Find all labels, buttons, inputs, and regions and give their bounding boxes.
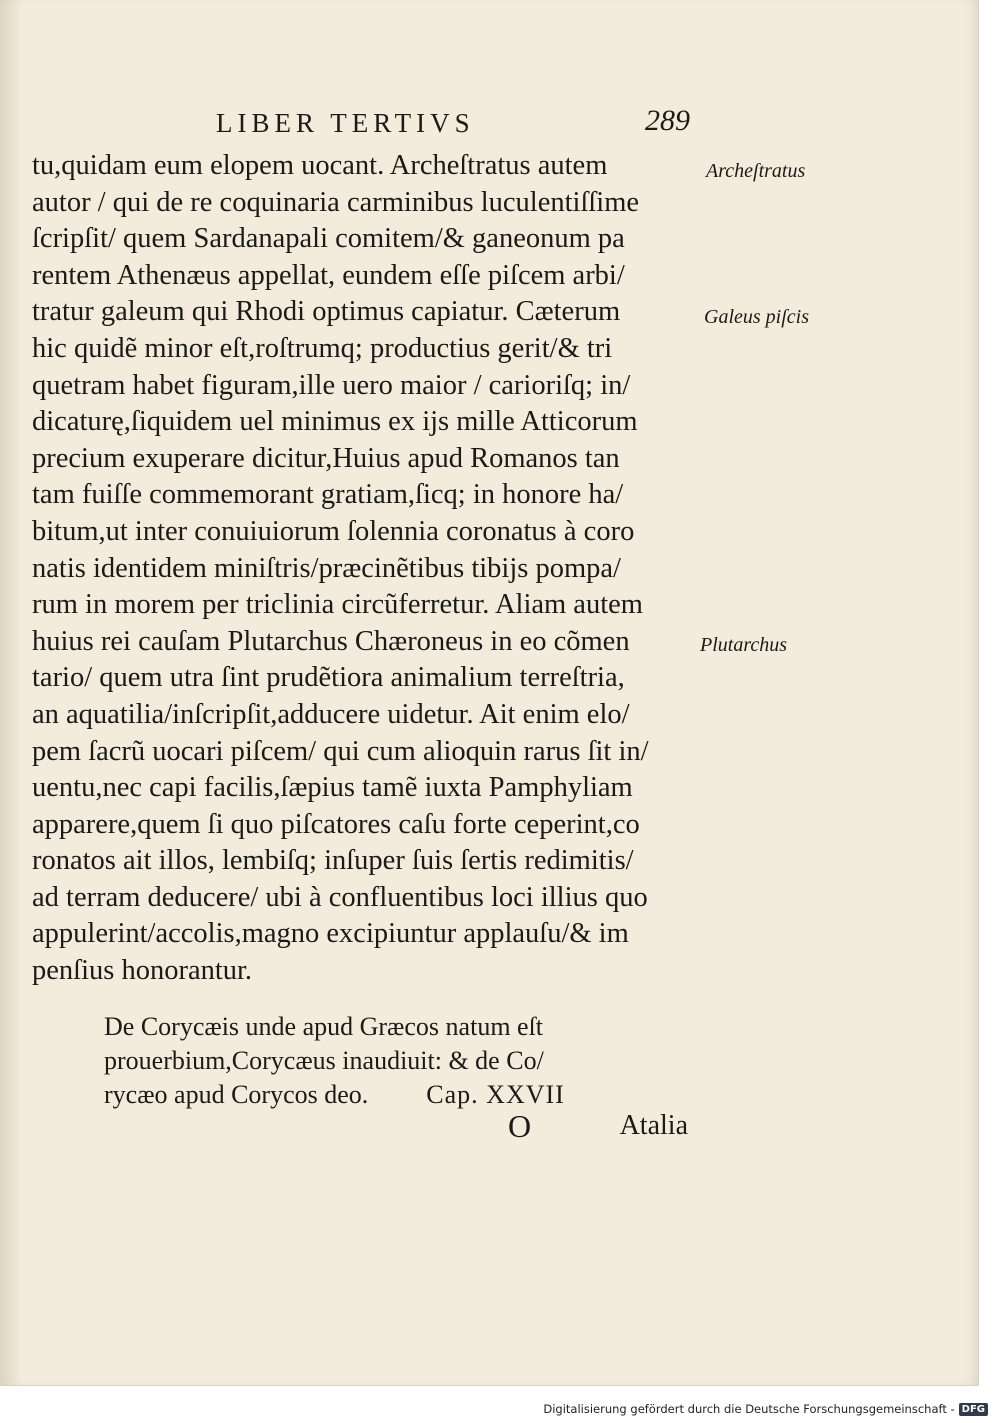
text-line: rentem Athenæus appellat, eundem eſſe piſcem arbi/ bbox=[32, 259, 625, 291]
binding-shadow bbox=[0, 0, 22, 1385]
text-line: appulerint/accolis,magno excipiuntur applauſu/& im bbox=[32, 918, 629, 950]
margin-note-galeus: Galeus piſcis bbox=[704, 306, 809, 328]
chapter-number: Cap. XXVII bbox=[426, 1080, 565, 1109]
margin-note-plutarchus: Plutarchus bbox=[700, 634, 788, 656]
chapter-heading-line: prouerbium,Corycæus inaudiuit: & de Co/ bbox=[104, 1046, 544, 1075]
catchword: Atalia bbox=[619, 1110, 688, 1141]
chapter-heading-line: De Corycæis unde apud Græcos natum eſt bbox=[104, 1012, 544, 1041]
running-head: LIBER TERTIVS bbox=[216, 108, 475, 138]
text-line: precium exuperare dicitur,Huius apud Romanos tan bbox=[32, 442, 620, 474]
digitization-credit bbox=[543, 1402, 988, 1416]
chapter-heading-line bbox=[104, 1078, 704, 1112]
text-line: tam fuiſſe commemorant gratiam,ſicq; in honore ha/ bbox=[32, 479, 624, 511]
margin-note-archestratus: Archeſtratus bbox=[706, 160, 806, 182]
text-line: tratur galeum qui Rhodi optimus capiatur. Cæterum bbox=[32, 296, 621, 328]
text-line: natis identidem miniſtris/præcinẽtibus tibijs pompa/ bbox=[32, 552, 621, 584]
catchword-row bbox=[508, 1108, 688, 1148]
text-line: an aquatilia/inſcripſit,adducere uidetur. Ait enim elo/ bbox=[32, 698, 630, 730]
page-header bbox=[210, 104, 690, 144]
chapter-heading-text: rycæo apud Corycos deo. bbox=[104, 1080, 369, 1109]
text-line: penſius honorantur. bbox=[32, 955, 253, 987]
chapter-heading bbox=[104, 1010, 704, 1112]
text-line: huius rei cauſam Plutarchus Chæroneus in eo cõmen bbox=[32, 625, 630, 657]
text-line: rum in morem per triclinia circũferretur. Aliam autem bbox=[32, 589, 643, 621]
text-line: uentu,nec capi facilis,ſæpius tamẽ iuxta Pamphyliam bbox=[32, 772, 633, 804]
credit-text: Digitalisierung gefördert durch die Deutsche Forschungsgemeinschaft - bbox=[543, 1402, 955, 1416]
text-line: tu,quidam eum elopem uocant. Archeſtratus autem bbox=[32, 150, 608, 181]
text-line: quetram habet figuram,ille uero maior / carioriſq; in/ bbox=[32, 369, 631, 401]
text-line: autor / qui de re coquinaria carminibus luculentiſſime bbox=[32, 186, 640, 218]
text-line: dicaturę,ſiquidem uel minimus ex ijs mille Atticorum bbox=[32, 406, 638, 438]
text-line: tario/ quem utra ſint prudẽtiora animalium terreſtria, bbox=[32, 662, 625, 694]
text-line: ſcripſit/ quem Sardanapali comitem/& ganeonum pa bbox=[32, 223, 625, 255]
page-number: 289 bbox=[645, 104, 690, 137]
body-text bbox=[32, 148, 692, 990]
text-line: pem ſacrũ uocari piſcem/ qui cum alioquin rarus ſit in/ bbox=[32, 735, 649, 767]
text-line: ad terram deducere/ ubi à confluentibus loci illius quo bbox=[32, 881, 648, 913]
text-line: bitum,ut inter conuiuiorum ſolennia coronatus à coro bbox=[32, 515, 635, 547]
initial-letter: O bbox=[508, 1108, 532, 1144]
dfg-logo: DFG bbox=[959, 1403, 988, 1416]
text-line: hic quidẽ minor eſt,roſtrumq; productius gerit/& tri bbox=[32, 332, 613, 364]
text-line: apparere,quem ſi quo piſcatores caſu forte ceperint,co bbox=[32, 808, 640, 840]
text-line: ronatos ait illos, lembiſq; inſuper ſuis ſertis redimitis/ bbox=[32, 845, 634, 877]
